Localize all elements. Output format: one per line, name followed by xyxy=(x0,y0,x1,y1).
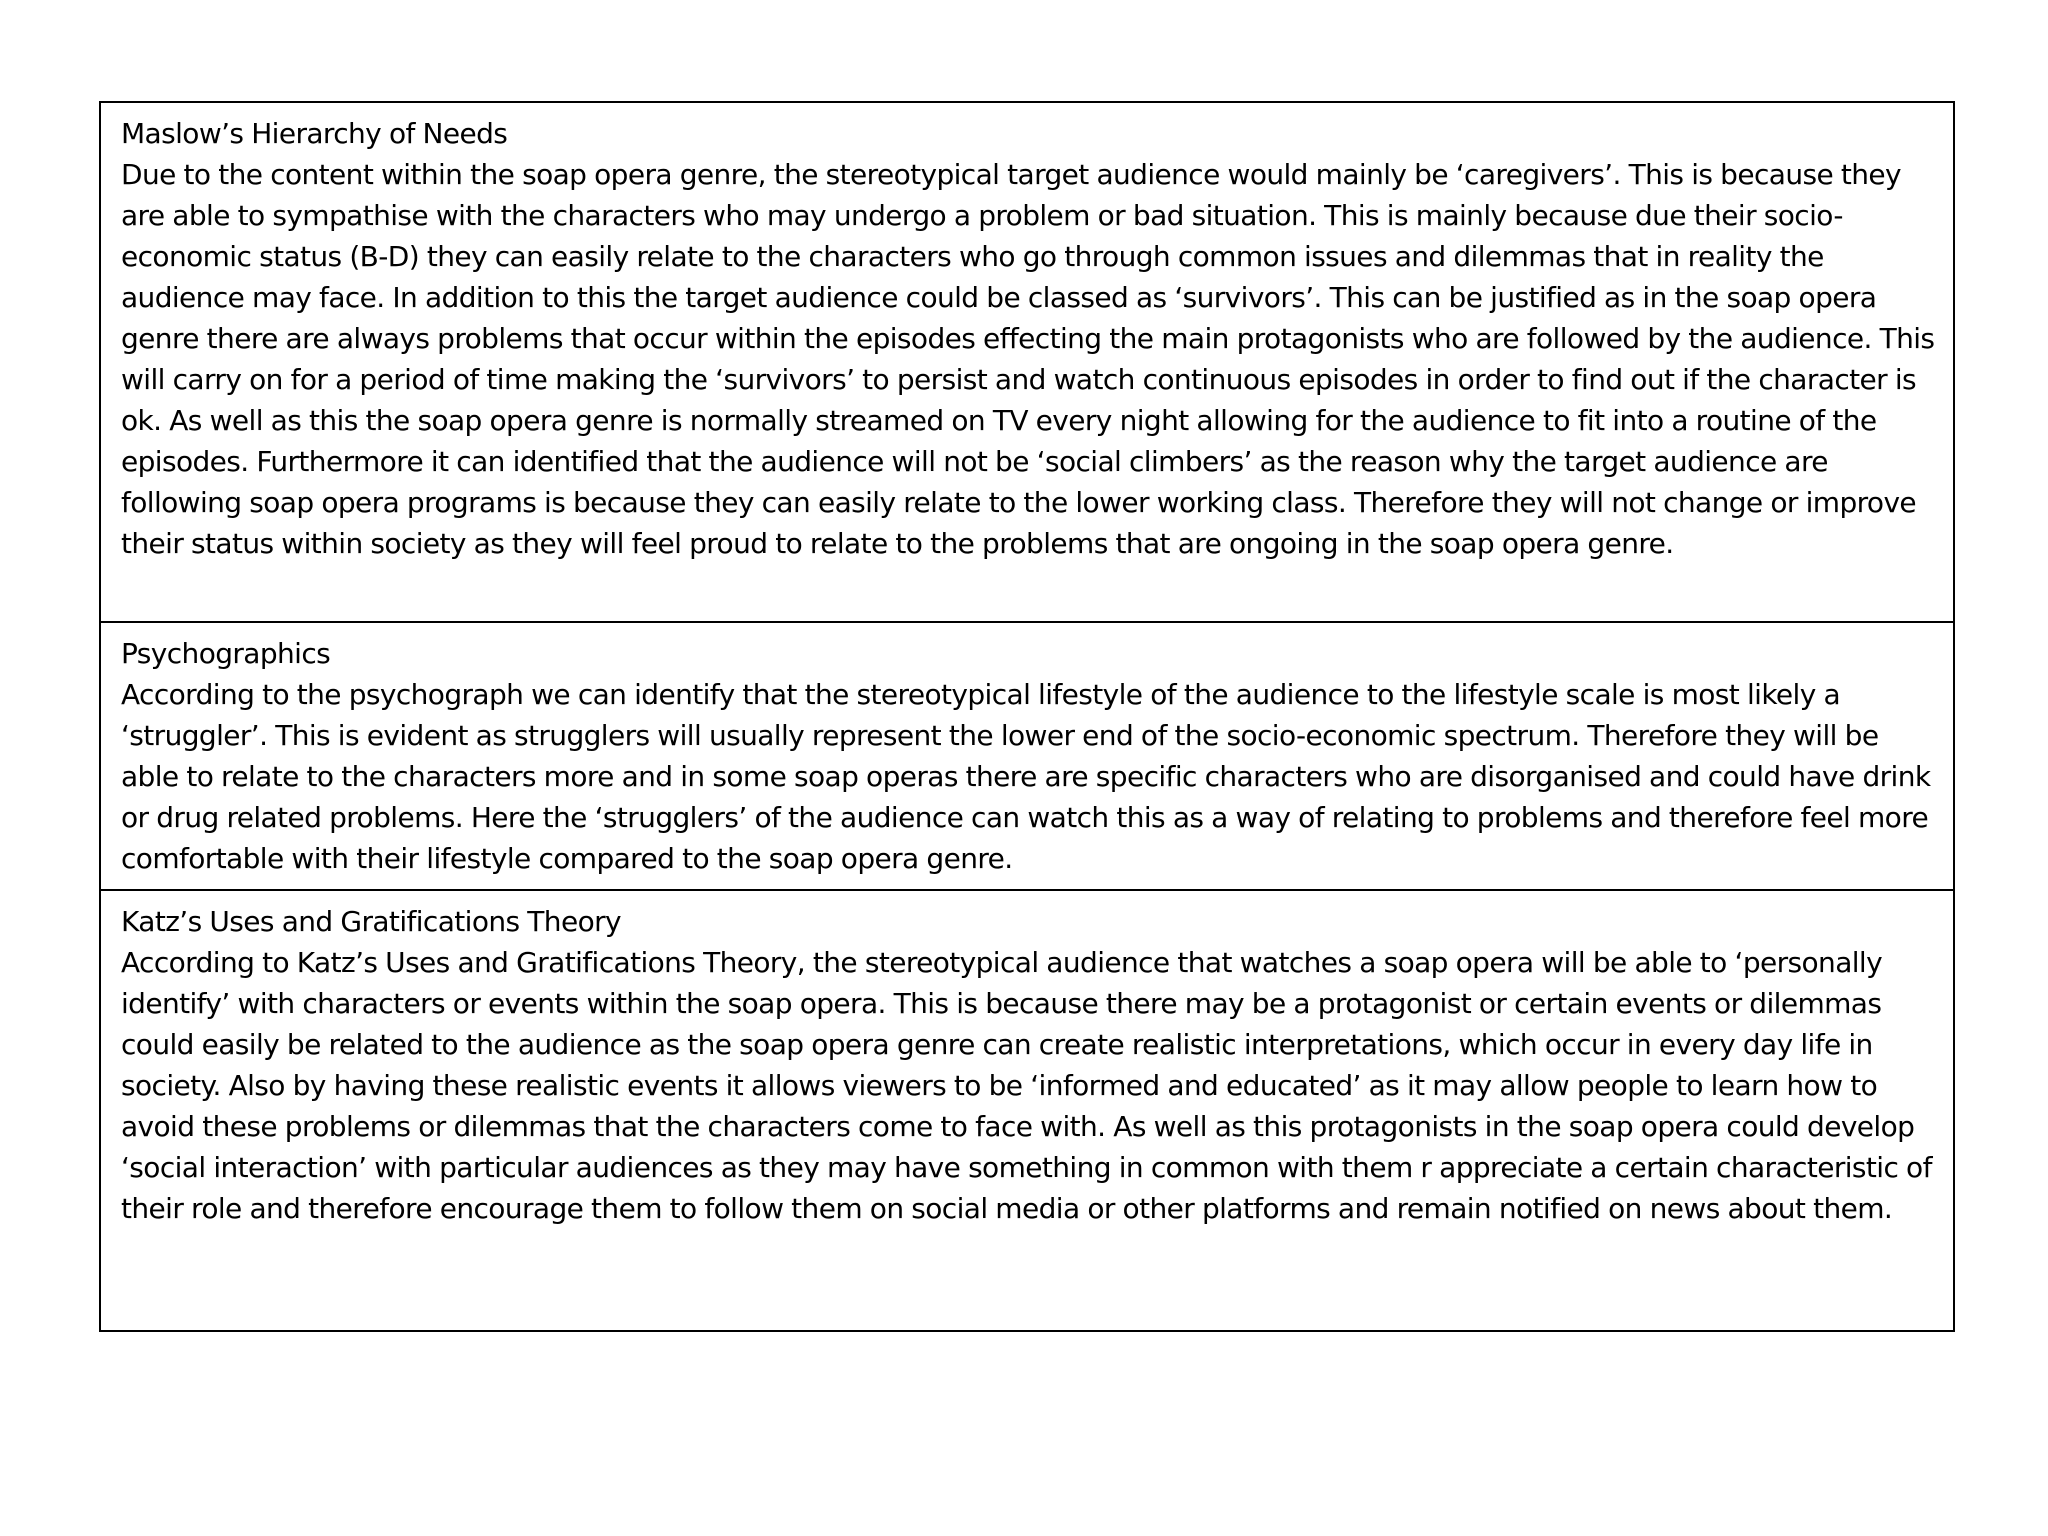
section-katz xyxy=(101,889,1953,1330)
section-maslow xyxy=(101,103,1953,621)
section-body: According to Katz’s Uses and Gratifications Theory, the stereotypical audience that watches a soap opera will be able to ‘personally identify’ with characters or events within the soap opera. This is because there may be a protagonist or certain events or dilemmas could easily be related to the audience as the soap opera genre can create realistic interpretations, which occur in every day life in society. Also by having these realistic events it allows viewers to be ‘informed and educated’ as it may allow people to learn how to avoid these problems or dilemmas that the characters come to face with. As well as this protagonists in the soap opera could develop ‘social interaction’ with particular audiences as they may have something in common with them r appreciate a certain characteristic of their role and therefore encourage them to follow them on social media or other platforms and remain notified on news about them. xyxy=(121,946,1932,1225)
section-heading: Psychographics xyxy=(121,637,331,670)
section-psychographics xyxy=(101,621,1953,889)
section-body: According to the psychograph we can identify that the stereotypical lifestyle of the audience to the lifestyle scale is most likely a ‘struggler’. This is evident as strugglers will usually represent the lower end of the socio-economic spectrum. Therefore they will be able to relate to the characters more and in some soap operas there are specific characters who are disorganised and could have drink or drug related problems. Here the ‘strugglers’ of the audience can watch this as a way of relating to problems and therefore feel more comfortable with their lifestyle compared to the soap opera genre. xyxy=(121,678,1931,875)
document-table xyxy=(99,101,1955,1332)
section-heading: Maslow’s Hierarchy of Needs xyxy=(121,117,508,150)
section-body: Due to the content within the soap opera genre, the stereotypical target audience would mainly be ‘caregivers’. This is because they are able to sympathise with the characters who may undergo a problem or bad situation. This is mainly because due their socio-economic status (B-D) they can easily relate to the characters who go through common issues and dilemmas that in reality the audience may face. In addition to this the target audience could be classed as ‘survivors’. This can be justified as in the soap opera genre there are always problems that occur within the episodes effecting the main protagonists who are followed by the audience. This will carry on for a period of time making the ‘survivors’ to persist and watch continuous episodes in order to find out if the character is ok. As well as this the soap opera genre is normally streamed on TV every night allowing for the audience to fit into a routine of the episodes. Furthermore it can identified that the audience will not be ‘social climbers’ as the reason why the target audience are following soap opera programs is because they can easily relate to the lower working class. Therefore they will not change or improve their status within society as they will feel proud to relate to the problems that are ongoing in the soap opera genre. xyxy=(121,158,1935,560)
section-heading: Katz’s Uses and Gratifications Theory xyxy=(121,905,621,938)
